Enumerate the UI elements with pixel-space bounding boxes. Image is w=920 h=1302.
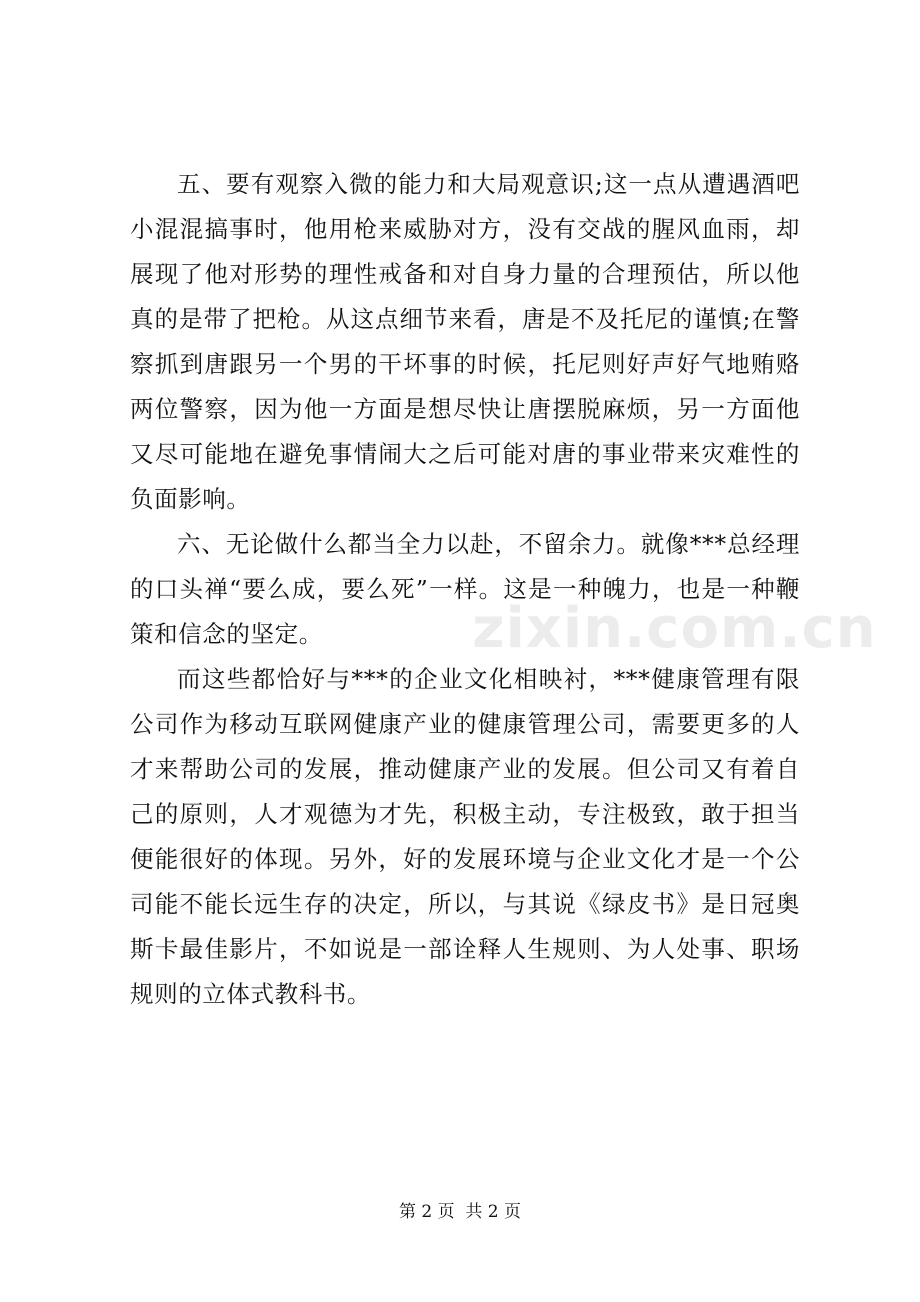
watermark: zixin.com.cn [472, 596, 877, 661]
paragraph-point-six: 六、无论做什么都当全力以赴，不留余力。就像***总经理的口头禅“要么成，要么死”一样。这是一种魄力，也是一种鞭策和信念的坚定。 [130, 530, 800, 648]
document-body [130, 162, 800, 1017]
page-number-footer: 第 2 页 共 2 页 [398, 1202, 522, 1222]
paragraph-point-five: 五、要有观察入微的能力和大局观意识;这一点从遭遇酒吧小混混搞事时，他用枪来威胁对方，没有交战的腥风血雨，却展现了他对形势的理性戒备和对自身力量的合理预估，所以他真的是带了把枪。从这点细节来看，唐是不及托尼的谨慎;在警察抓到唐跟另一个男的干坏事的时候，托尼则好声好气地贿赂两位警察，因为他一方面是想尽快让唐摆脱麻烦，另一方面他又尽可能地在避免事情闹大之后可能对唐的事业带来灾难性的负面影响。 [130, 170, 800, 513]
paragraph-conclusion: 而这些都恰好与***的企业文化相映衬，***健康管理有限公司作为移动互联网健康产业的健康管理公司，需要更多的人才来帮助公司的发展，推动健康产业的发展。但公司又有着自己的原则，人才观德为才先，积极主动，专注极致，敢于担当便能很好的体现。另外，好的发展环境与企业文化才是一个公司能不能长远生存的决定，所以，与其说《绿皮书》是日冠奥斯卡最佳影片，不如说是一部诠释人生规则、为人处事、职场规则的立体式教科书。 [130, 665, 800, 1008]
